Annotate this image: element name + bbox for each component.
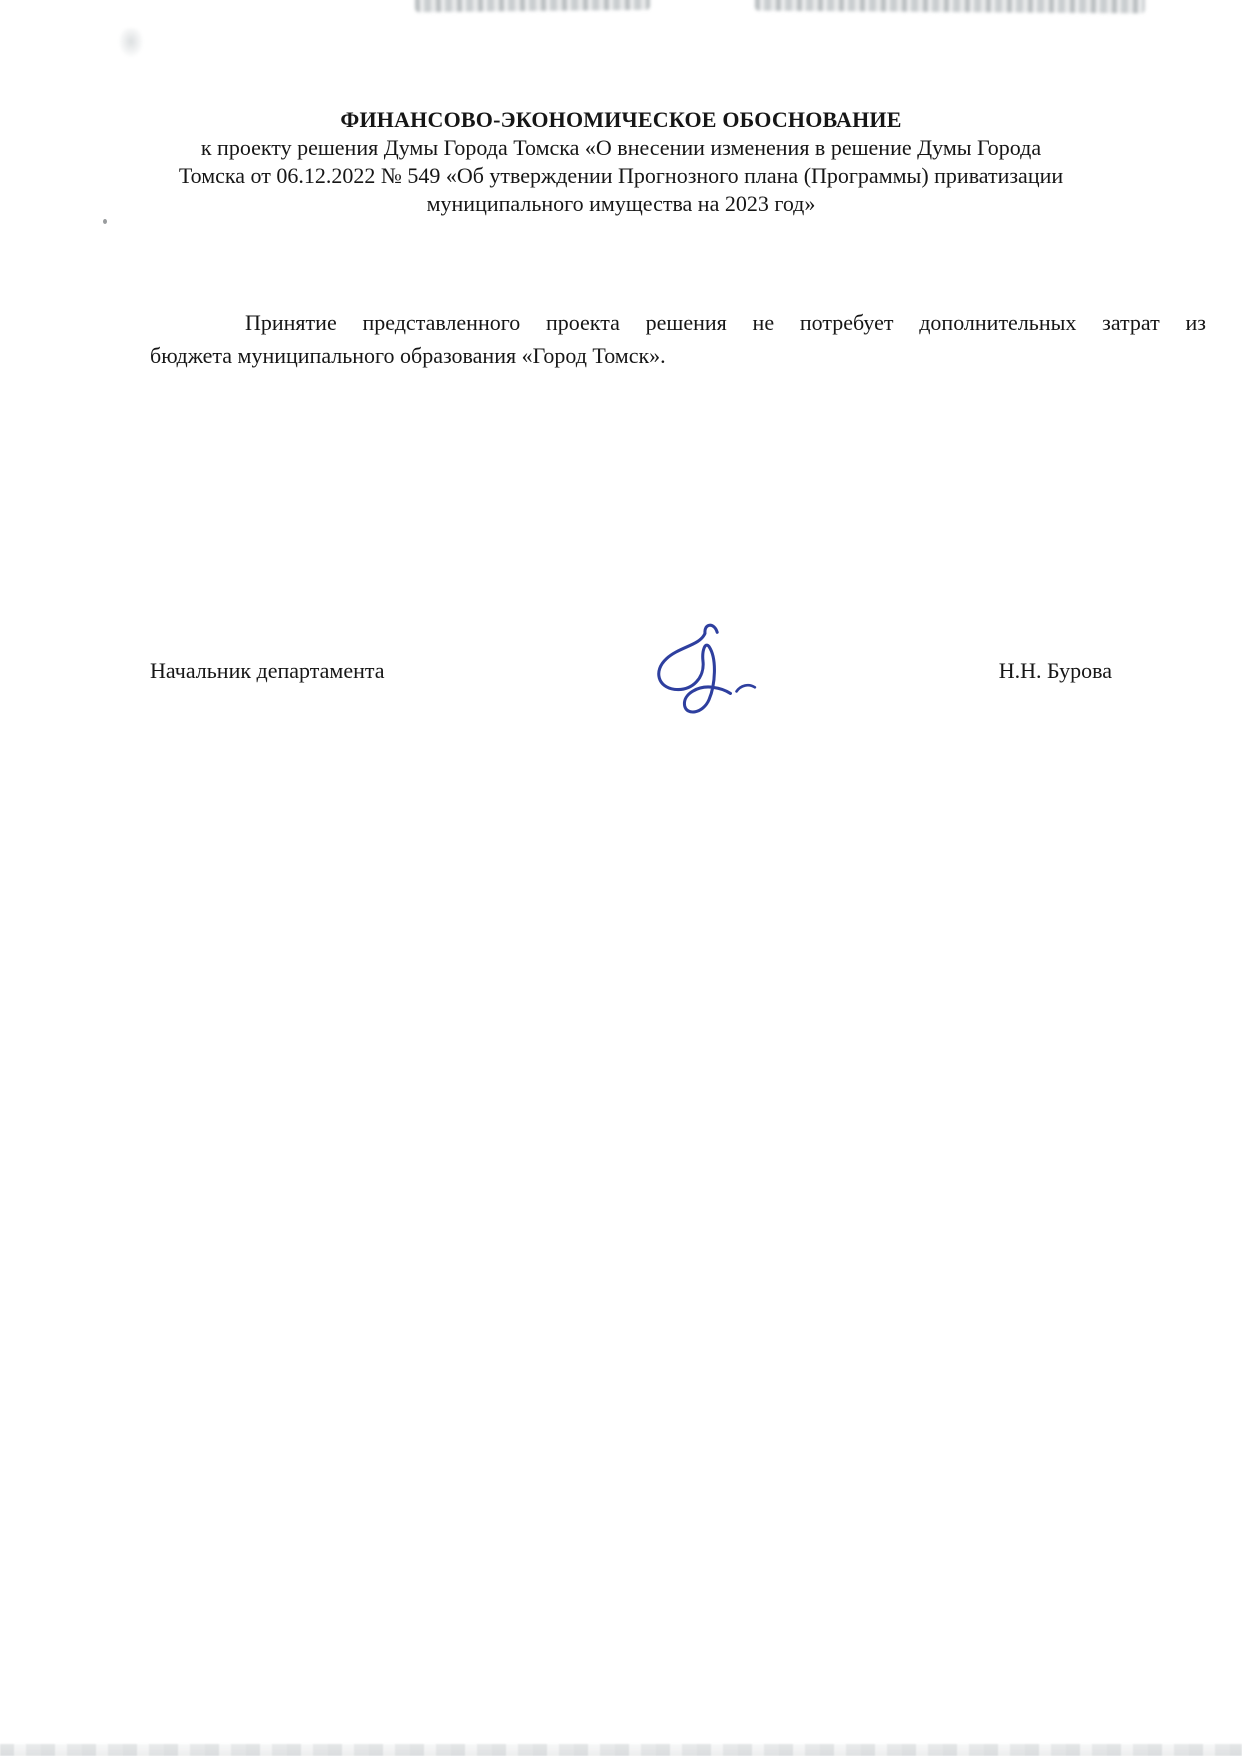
signature-main-stroke xyxy=(659,625,731,712)
body-paragraph-line-2: бюджета муниципального образования «Город Томск». xyxy=(150,343,666,368)
signer-position-title: Начальник департамента xyxy=(150,658,385,683)
document-heading xyxy=(0,106,1242,218)
document-title: ФИНАНСОВО-ЭКОНОМИЧЕСКОЕ ОБОСНОВАНИЕ xyxy=(340,107,902,132)
scan-smudge-bottom xyxy=(0,1744,1242,1756)
document-subtitle-line-3: муниципального имущества на 2023 год» xyxy=(426,191,816,216)
document-subtitle-line-1: к проекту решения Думы Города Томска «О внесении изменения в решение Думы Города xyxy=(200,135,1042,160)
scan-dot-left-margin xyxy=(103,219,107,224)
signature-tail-stroke xyxy=(737,685,755,691)
signer-name: Н.Н. Бурова xyxy=(998,658,1112,683)
body-paragraph xyxy=(150,306,1206,372)
body-paragraph-line-1: Принятие представленного проекта решения не потребует дополнительных затрат из xyxy=(245,310,1206,335)
signature-row xyxy=(150,656,1112,686)
handwritten-signature-icon xyxy=(650,618,762,720)
scan-smudge-top-2 xyxy=(755,0,1145,13)
scan-mark-top-left xyxy=(118,28,144,58)
scan-smudge-top-1 xyxy=(415,0,650,12)
document-subtitle-line-2: Томска от 06.12.2022 № 549 «Об утверждении Прогнозного плана (Программы) приватизации xyxy=(178,163,1064,188)
